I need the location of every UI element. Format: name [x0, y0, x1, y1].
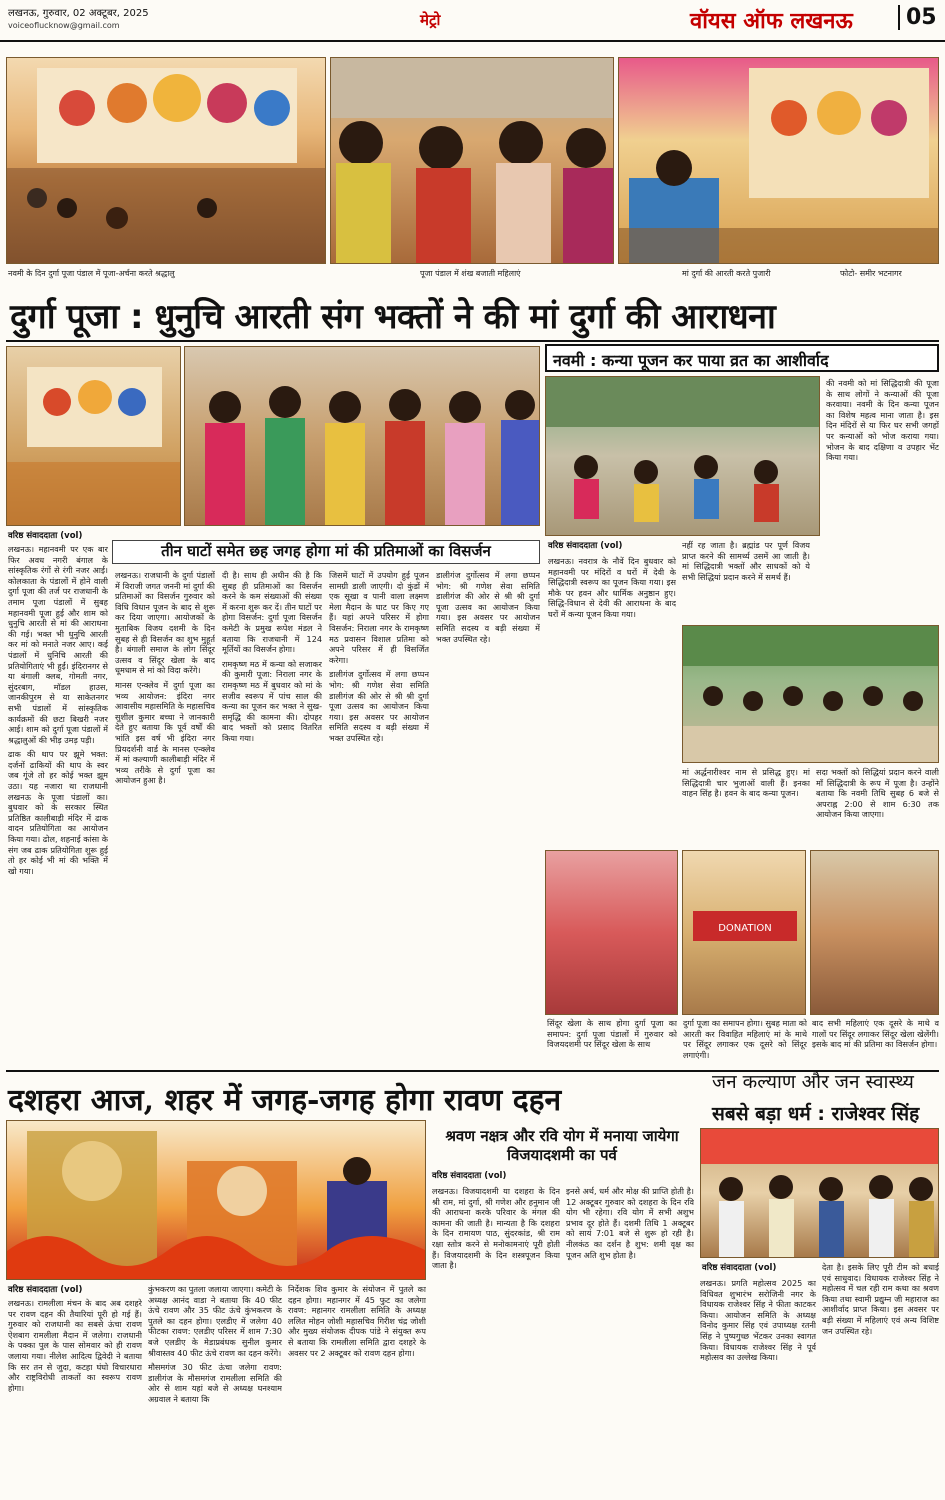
rajeshwar-headline-2: सबसे बड़ा धर्म : राजेश्वर सिंह [712, 1103, 920, 1125]
page-number: 05 [898, 5, 937, 30]
masthead [0, 0, 945, 42]
top-photo-2 [330, 57, 614, 264]
navami-col1-para: लखनऊ। नवरात्र के नौवें दिन बुधवार को महानवमी पर मंदिरों व घरों में देवी के सिद्धिदात्री स्वरूप का पूजन किया गया। इस मौके पर हवन और धार्मिक अनुष्ठान हुए। सिद्धि-विधान से देवी की आराधना के बाद घरों में कन्या पूजन किया गया। [548, 556, 676, 619]
navami-col3-para: सदा भक्तों को सिद्धियां प्रदान करने वाली माँ सिद्धिदात्री के रूप में पूजा है। उन्होंने बताया कि नवमी तिथि सुबह 6 बजे से अपराह्न 2:00 से शाम 6:30 तक आयोजन किया जाएगा। [816, 767, 939, 820]
navami-byline: वरिष्ठ संवाददाता (vol) [548, 541, 623, 551]
main-story-col-3 [222, 570, 322, 1064]
sindoor-caption-2-text: दुर्गा पूजा का समापन होगा। सुबह माता को आरती कर विवाहित महिलाएं मां के माथे पर सिंदूर लगाकर एक दूसरे को सिंदूर लगाएंगी। [683, 1018, 807, 1060]
main-col4-para-2: डालीगंज दुर्गोत्सव में लगा छप्पन भोग: श्री गणेश सेवा समिति डालीगंज की ओर से श्री श्री दुर्गा पूजा उत्सव का आयोजन किया गया। इस अवसर पर आयोजन समिति सदस्य व बड़ी संख्या में भक्त उपस्थित रहे। [329, 669, 429, 743]
rajeshwar-col-2 [822, 1262, 939, 1494]
main-story-col-4 [329, 570, 429, 1064]
sindoor-caption-3 [812, 1018, 939, 1066]
sindoor-photo-3 [810, 850, 939, 1015]
main-photo-1 [6, 346, 181, 526]
dussehra-col3-para: निर्देशक शिव कुमार के संयोजन में पुतले का दहन होगा। महानगर में 45 फुट का जलेगा रावण: महानगर रामलीला समिति के अध्यक्ष ललित मोहन जोशी महासचिव गिरीश चंद्र जोशी और मुख्य संयोजक दीपक पांडे ने संयुक्त रूप से बताया कि रामलीला समिति द्वारा दशहरे के अवसर पर 2 अक्टूबर को रावण दहन होगा। [288, 1284, 426, 1358]
rajeshwar-headline-1: जन कल्याण और जन स्वास्थ्य [712, 1071, 914, 1093]
vijayadashami-col1-para: लखनऊ। विजयादशमी या दशहरा के दिन श्री राम, मां दुर्गा, श्री गणेश और हनुमान जी की आराधना करके परिवार के मंगल की कामना की जाती है। मान्यता है कि दशहरा के दिन रामायण पाठ, सुंदरकांड, श्री राम रक्षा स्तोत्र करने से मनोकामनाएं पूरी होती हैं। विजयादशमी के दिन शस्त्रपूजन किया जाता है। [432, 1186, 560, 1271]
svg-text:DONATION: DONATION [718, 923, 772, 934]
main-byline: वरिष्ठ संवाददाता (vol) [8, 531, 83, 541]
sindoor-caption-1-text: सिंदूर खेला के साथ होगा दुर्गा पूजा का समापन: दुर्गा पूजा पंडालों में गुरुवार को विजयदशमी पर सिंदूर खेला के साथ [547, 1018, 677, 1050]
navami-col-3 [816, 767, 939, 845]
sindoor-caption-1 [547, 1018, 677, 1066]
vijayadashami-col2-para: इनसे अर्थ, धर्म और मोक्ष की प्राप्ति होती है। 12 अक्टूबर गुरुवार को दशहरा के दिन रवि योग भी रहेगा। रवि योग में सभी अशुभ प्रभाव दूर होते हैं। दशमी तिथि 1 अक्टूबर को सायं 7:01 बजे से शुरू हो रही है। नीलकंठ का दर्शन है शुभ: शमी वृक्ष का पूजन अति शुभ होता है। [566, 1186, 694, 1260]
top-photo-3 [618, 57, 939, 264]
main-col1-para-2: ढाक की थाप पर झूमे भक्त: दर्जनों ढाकियों की थाप के स्वर जब गूंजे तो हर कोई भक्त झूम उठा। यह नजारा था राजधानी लखनऊ के पूजा पंडालों का। बुधवार को के सरकार स्थित प्रतिष्ठित कालीबाड़ी मंदिर में ढाक वादन प्रतियोगिता का आयोजन किया गया। ढोल, शहनाई कांसा के संग जब ढाक प्रतियोगिता शुरू हुई तो हर कोई भी मां की भक्ति में खो गया। [8, 749, 108, 876]
main-story-col-2 [115, 570, 215, 1064]
vijayadashami-col-1 [432, 1186, 560, 1494]
main-story-col-5 [436, 570, 540, 1064]
navami-side-para: की नवमी को मां सिद्धिदात्री की पूजा के साथ लोगों ने कन्याओं की पूजा करवाया। नवमी के दिन कन्या पूजन का विशेष महत्व माना जाता है। इस दिन मंदिरों से या फिर घर सभी जगहों पर कन्याओं को भोज कराया गया। भोजन के बाद दक्षिणा व उपहार भेंट किया गया। [826, 378, 939, 463]
navami-col-2b [682, 767, 810, 845]
navami-col2b-para: मां अर्द्धनारीश्वर नाम से प्रसिद्ध हुए। मां सिद्धिदात्री चार भुजाओं वाली हैं। इनका वाहन सिंह है। हवन के बाद कन्या पूजन। [682, 767, 810, 799]
navami-col-1 [548, 556, 676, 846]
main-headline: दुर्गा पूजा : धुनुचि आरती संग भक्तों ने की मां दुर्गा की आराधना [10, 297, 776, 337]
main-col3-para-2: रामकृष्ण मठ में कन्या को सजाकर की कुमारी पूजा: निराला नगर के रामकृष्ण मठ में बुधवार को मां के सजीव स्वरूप में पांच साल की कन्या का पूजन कर भक्त ने सुख-समृद्धि की कामना की। दोपहर बाद भक्तों को प्रसाद वितरित किया गया। [222, 658, 322, 743]
vijayadashami-byline: वरिष्ठ संवाददाता (vol) [432, 1171, 507, 1181]
main-col1-para-1: लखनऊ। महानवमी पर एक बार फिर अवध नगरी बंगाल के सांस्कृतिक रंगों से रंगी नजर आई। कोलकाता के पंडालों में होने वाली दुर्गा पूजा की तर्ज पर राजधानी के तमाम पूजा पंडालों में सुबह महानवमी पूजा हुई और शाम को धुनुचि आरती से मां की आराधना की गई। भक्त भी धुनुचि आरती कर मां को मनाते नजर आए। कई पंडालों में धुनिचि आरती की प्रतियोगिताएं भी हुईं। इंदिरानगर से या बंगाली क्लब, गोमती नगर, सुंदरबाग, मॉडल हाउस, जानकीपुरम से या साकेतनगर सभी पंडालों में सांस्कृतिक कार्यक्रमों की छटा बिखरी नजर आई। शाम को दुर्गा पूजा पंडालों में श्रद्धालुओं की भीड़ उमड़ पड़ी। [8, 544, 108, 745]
rajeshwar-byline: वरिष्ठ संवाददाता (vol) [702, 1263, 777, 1273]
navami-photo-1 [545, 376, 820, 536]
vijayadashami-col-2 [566, 1186, 694, 1494]
section-label: मेट्रो [420, 11, 441, 29]
immersion-subhead: तीन घाटों समेत छह जगह होगा मां की प्रतिमाओं का विसर्जन [112, 540, 540, 564]
dussehra-headline: दशहरा आज, शहर में जगह-जगह होगा रावण दहन [8, 1083, 562, 1118]
main-col2-para-1: लखनऊ। राजधानी के दुर्गा पंडालों में विराजी जगत जननी मां दुर्गा की प्रतिमाओं का विसर्जन गुरुवार को विधि विधान पूजन के बाद से शुरू कर दिया जाएगा। आयोजकों के मुताबिक विजय दशमी के दिन सुबह से ही विसर्जन का शुभ मुहूर्त है। बंगाली समाज के लोग सिंदूर उत्सव व सिंदूर खेला के बाद धूमधाम से मां को विदा करेंगे। [115, 570, 215, 676]
rajeshwar-col2-para: देता है। इसके लिए पूरी टीम को बधाई एवं साधुवाद। विधायक राजेश्वर सिंह ने महोत्सव में चल रही राम कथा का श्रवण किया तथा स्वामी प्रद्युम्न जी महाराज का आशीर्वाद प्राप्त किया। इस अवसर पर बड़ी संख्या में महिलाएं एवं अन्य विशिष्ट जन उपस्थित रहे। [822, 1262, 939, 1336]
dussehra-col2b-para: मौसमगंज 30 फीट ऊंचा जलेगा रावण: डालीगंज के मौसमगंज रामलीला समिति की ओर से शाम यहां बजे से अध्यक्ष घनश्याम अग्रवाल ने बताया कि [148, 1362, 282, 1404]
main-story-col-1 [8, 544, 108, 1064]
sindoor-caption-3-text: बाद सभी महिलाएं एक दूसरे के माथे व गालों पर सिंदूर लगाकर सिंदूर खेला खेलेंगी। इसके बाद मां की प्रतिमा का विसर्जन होगा। [812, 1018, 939, 1050]
rajeshwar-col1-para: लखनऊ। प्रगति महोत्सव 2025 का विधिवत शुभारंभ सरोजिनी नगर के विधायक राजेश्वर सिंह ने फीता काटकर किया। आयोजन समिति के अध्यक्ष विनोद कुमार सिंह एवं उपाध्यक्ष रतनी सिंह ने पुष्पगुच्छ भेंटकर उनका स्वागत किया। विधायक राजेश्वर सिंह ने पूर्व महोत्सव का उल्लेख किया। [700, 1278, 816, 1363]
main-col3-para-1: दी है। साथ ही अधीन की है कि सुबह ही प्रतिमाओं का विसर्जन करने के कम संख्याओं की संख्या में करना शुरू कर दें। तीन घाटों पर होगा विसर्जन: दुर्गा पूजा विसर्जन कमेटी के प्रमुख रूपेश मंडल ने बताया कि राजधानी में 124 मूर्तियों का विसर्जन होगा। [222, 570, 322, 655]
dussehra-byline: वरिष्ठ संवाददाता (vol) [8, 1285, 83, 1295]
rajeshwar-col-1 [700, 1278, 816, 1494]
edition-date: लखनऊ, गुरुवार, 02 अक्टूबर, 2025 [8, 8, 149, 19]
main-col4-para-1: जिसमें घाटों में उपयोग हुई पूजन सामग्री डाली जाएगी। दो कुंडों में एक सूखा व पानी वाला लक्ष्मण मेला मैदान के घाट पर किए गए हैं। यहां अपने परिसर में होगा विसर्जन: निराला नगर के रामकृष्ण मठ प्रवासन विशाल प्रतिमा को अपने परिसर में ही विसर्जित करेगा। [329, 570, 429, 665]
top-photo-1 [6, 57, 326, 264]
top-photo-caption-1: नवमी के दिन दुर्गा पूजा पंडाल में पूजा-अर्चना करते श्रद्धालु [8, 269, 175, 278]
main-col2-para-2: मानस एन्क्लेव में दुर्गा पूजा का भव्य आयोजन: इंदिरा नगर आवासीय महासमिति के महासचिव सुशील कुमार बच्चा ने जानकारी देते हुए बताया कि पूर्व वर्षों की भांति इस वर्ष भी इंदिरा नगर प्रियदर्शनी वार्ड के मानस एन्क्लेव में मां कल्याणी कालीबाड़ी मंदिर में भव्य तरीके से दुर्गा पूजा का आयोजन हुआ है। [115, 679, 215, 786]
top-photo-caption-2: पूजा पंडाल में शंख बजाती महिलाएं [420, 269, 521, 278]
newspaper-name: वॉयस ऑफ लखनऊ [690, 8, 853, 34]
dussehra-col-1 [8, 1298, 142, 1494]
dussehra-col-3 [288, 1284, 426, 1494]
sindoor-caption-2 [683, 1018, 807, 1066]
dussehra-col1-para: लखनऊ। रामलीला मंचन के बाद अब दशहरे पर रावण दहन की तैयारियां पूरी हो गई हैं। गुरुवार को राजधानी का सबसे ऊंचा रावण ऐशबाग रामलीला मैदान में जलेगा। राजधानी के पक्का पुल के पास सोमवार को ही रावण जलाया गया। नीलेश आदित्य द्विवेदी ने बताया कि सर तन से जुदा, कटहा घंघो विचारधारा और राष्ट्रविरोधी ताकतों का स्वरूप रावण होगा। [8, 1298, 142, 1393]
navami-headline-box [545, 344, 939, 372]
dussehra-col2-para: कुंभकरण का पुतला जलाया जाएगा। कमेटी के अध्यक्ष आनंद वाडा ने बताया कि 40 फीट ऊंचे रावण और 35 फीट ऊंचे कुंभकरण के पुतले का दहन होगा। एलडीए में जलेगा 40 फीटका रावण: एलडीए परिसर में शाम 7:30 बजे एलडीए के मेडाप्रबंधक सुनील कुमार श्रीवास्तव 40 फीट ऊंचे रावण का दहन करेंगे। [148, 1284, 282, 1358]
rajeshwar-photo [700, 1128, 939, 1258]
sindoor-photo-2 [682, 850, 806, 1015]
navami-col2-para: नहीं रह जाता है। ब्रह्मांड पर पूर्ण विजय प्राप्त करने की सामर्थ्य उसमें आ जाती है। मां सिद्धिदात्री भक्तों और साधकों को ये सभी सिद्धियां प्रदान करने में समर्थ हैं। [682, 540, 810, 582]
navami-side-text [826, 378, 939, 558]
photo-credit: फोटो- समीर भटनागर [840, 269, 902, 278]
main-photo-2 [184, 346, 540, 526]
navami-headline: नवमी : कन्या पूजन कर पाया व्रत का आशीर्वाद [553, 351, 829, 370]
divider [6, 340, 939, 342]
navami-photo-2 [682, 625, 939, 763]
dussehra-col-2 [148, 1284, 282, 1494]
top-photo-caption-3: मां दुर्गा की आरती करते पुजारी [682, 269, 771, 278]
sindoor-photo-1 [545, 850, 678, 1015]
vijayadashami-subhead: श्रवण नक्षत्र और रवि योग में मनाया जायेगा विजयादशमी का पर्व [445, 1127, 679, 1164]
navami-col-2 [682, 540, 810, 620]
ravan-photo [6, 1120, 426, 1280]
contact-email: voiceoflucknow@gmail.com [8, 21, 120, 30]
main-col5-para-1: डालीगंज दुर्गोत्सव में लगा छप्पन भोग: श्री गणेश सेवा समिति डालीगंज की ओर से श्री श्री दुर्गा पूजा उत्सव का आयोजन किया गया। इस अवसर पर आयोजन समिति सदस्य व बड़ी संख्या में भक्त उपस्थित रहे। [436, 570, 540, 644]
